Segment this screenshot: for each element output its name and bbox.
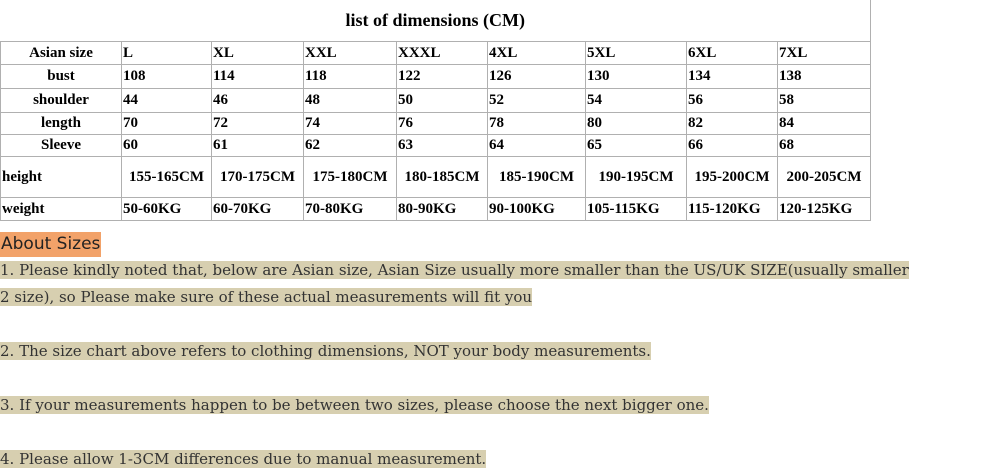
row-label: Asian size <box>1 42 122 65</box>
table-cell: 155-165CM <box>122 157 212 198</box>
table-cell: 60 <box>122 135 212 157</box>
table-row <box>1 65 871 89</box>
table-row <box>1 198 871 221</box>
table-row <box>1 135 871 157</box>
table-row <box>1 42 871 65</box>
table-cell: 114 <box>212 65 304 89</box>
table-cell: 130 <box>586 65 687 89</box>
note-1-line-2 <box>0 285 532 310</box>
table-cell: 4XL <box>488 42 586 65</box>
table-cell: 138 <box>778 65 871 89</box>
note-text: 3. If your measurements happen to be between two sizes, please choose the next bigger one. <box>0 396 709 414</box>
table-cell: 126 <box>488 65 586 89</box>
table-cell: 60-70KG <box>212 198 304 221</box>
table-cell: 52 <box>488 89 586 113</box>
table-cell: 200-205CM <box>778 157 871 198</box>
row-label: Sleeve <box>1 135 122 157</box>
note-text: 2. The size chart above refers to clothing dimensions, NOT your body measurements. <box>0 342 651 360</box>
table-cell: 5XL <box>586 42 687 65</box>
table-cell: XXXL <box>397 42 488 65</box>
table-cell: 180-185CM <box>397 157 488 198</box>
table-cell: 70 <box>122 113 212 135</box>
note-text: 2 size), so Please make sure of these actual measurements will fit you <box>0 288 533 306</box>
table-cell: 80-90KG <box>397 198 488 221</box>
table-cell: 50-60KG <box>122 198 212 221</box>
table-cell: 185-190CM <box>488 157 586 198</box>
table-cell: 90-100KG <box>488 198 586 221</box>
table-cell: 72 <box>212 113 304 135</box>
table-cell: 65 <box>586 135 687 157</box>
table-cell: 61 <box>212 135 304 157</box>
table-row <box>1 157 871 198</box>
table-cell: 134 <box>687 65 778 89</box>
table-cell: 190-195CM <box>586 157 687 198</box>
table-cell: 54 <box>586 89 687 113</box>
table-cell: 175-180CM <box>304 157 397 198</box>
table-cell: 84 <box>778 113 871 135</box>
table-cell: 122 <box>397 65 488 89</box>
table-cell: 76 <box>397 113 488 135</box>
table-cell: 74 <box>304 113 397 135</box>
note-2 <box>0 339 651 364</box>
size-table <box>0 0 871 221</box>
table-cell: 46 <box>212 89 304 113</box>
table-cell: 82 <box>687 113 778 135</box>
table-cell: XXL <box>304 42 397 65</box>
table-cell: 105-115KG <box>586 198 687 221</box>
table-cell: 120-125KG <box>778 198 871 221</box>
table-cell: 63 <box>397 135 488 157</box>
table-cell: 170-175CM <box>212 157 304 198</box>
table-cell: 70-80KG <box>304 198 397 221</box>
note-1-line-1 <box>0 258 909 283</box>
table-cell: L <box>122 42 212 65</box>
table-row <box>1 89 871 113</box>
table-cell: 80 <box>586 113 687 135</box>
note-text: 4. Please allow 1-3CM differences due to manual measurement. <box>0 450 487 468</box>
table-cell: 44 <box>122 89 212 113</box>
note-text: 1. Please kindly noted that, below are Asian size, Asian Size usually more smaller than the US/UK SIZE(usually smaller <box>0 261 909 279</box>
table-title: list of dimensions (CM) <box>1 0 871 42</box>
table-cell: 56 <box>687 89 778 113</box>
table-row <box>1 113 871 135</box>
table-cell: 108 <box>122 65 212 89</box>
table-cell: 195-200CM <box>687 157 778 198</box>
table-cell: 7XL <box>778 42 871 65</box>
note-3 <box>0 393 709 418</box>
row-label: bust <box>1 65 122 89</box>
note-4 <box>0 447 486 472</box>
table-cell: 118 <box>304 65 397 89</box>
table-cell: 68 <box>778 135 871 157</box>
table-cell: 48 <box>304 89 397 113</box>
row-label: shoulder <box>1 89 122 113</box>
row-label: length <box>1 113 122 135</box>
table-cell: XL <box>212 42 304 65</box>
table-cell: 6XL <box>687 42 778 65</box>
table-cell: 115-120KG <box>687 198 778 221</box>
row-label: weight <box>1 198 122 221</box>
table-cell: 50 <box>397 89 488 113</box>
table-cell: 78 <box>488 113 586 135</box>
table-cell: 66 <box>687 135 778 157</box>
about-sizes-heading: About Sizes <box>0 232 101 257</box>
table-cell: 62 <box>304 135 397 157</box>
table-cell: 64 <box>488 135 586 157</box>
table-cell: 58 <box>778 89 871 113</box>
row-label: height <box>1 157 122 198</box>
